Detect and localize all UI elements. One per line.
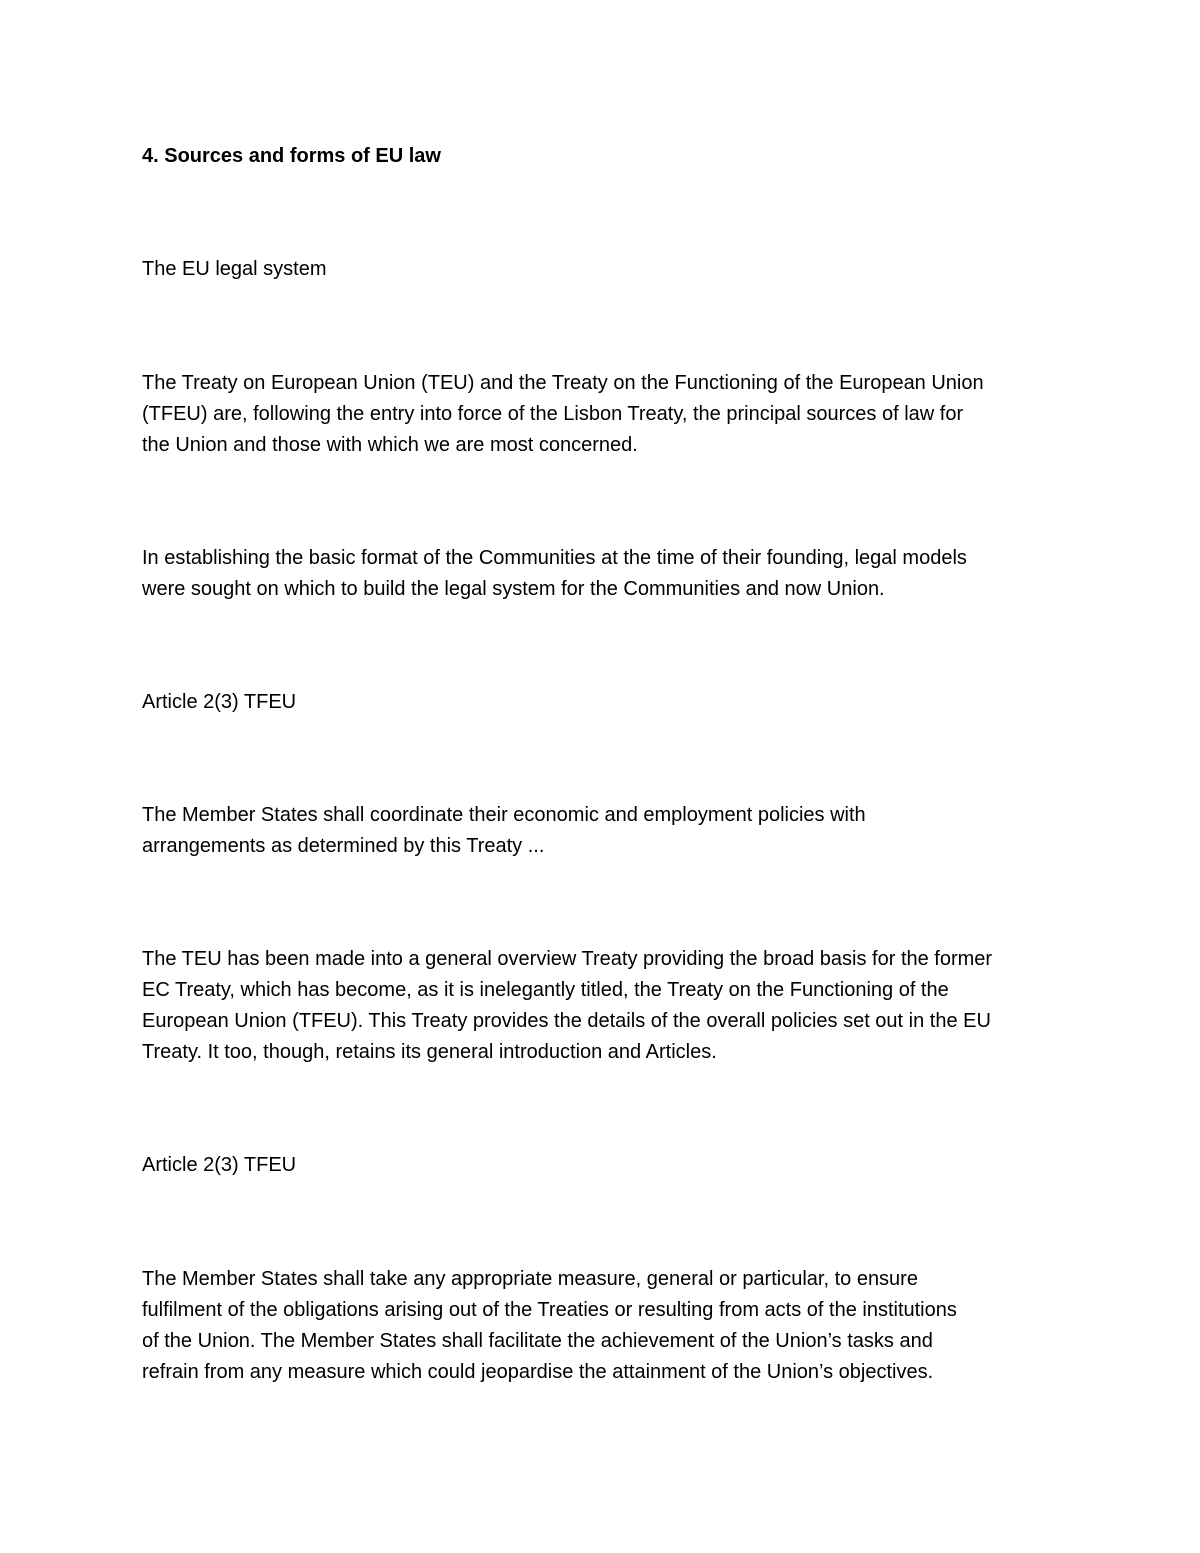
quote-line: arrangements as determined by this Treaty ... <box>142 835 545 857</box>
article-quote <box>142 800 1072 862</box>
paragraph-treaties <box>142 368 1072 461</box>
article-reference <box>142 1150 1072 1181</box>
paragraph-line: Treaty. It too, though, retains its general introduction and Articles. <box>142 1041 717 1063</box>
quote-line: The Member States shall coordinate their economic and employment policies with <box>142 804 866 826</box>
paragraph-line: The TEU has been made into a general overview Treaty providing the broad basis for the former <box>142 948 993 970</box>
paragraph-line: the Union and those with which we are most concerned. <box>142 434 638 456</box>
paragraph-legal-models <box>142 543 1072 605</box>
quote-line: The Member States shall take any appropriate measure, general or particular, to ensure <box>142 1268 918 1290</box>
quote-line: fulfilment of the obligations arising out of the Treaties or resulting from acts of the institutions <box>142 1299 957 1321</box>
paragraph-line: The Treaty on European Union (TEU) and the Treaty on the Functioning of the European Union <box>142 372 984 394</box>
article-reference-text: Article 2(3) TFEU <box>142 1154 297 1176</box>
heading-text: 4. Sources and forms of EU law <box>142 145 441 167</box>
article-quote <box>142 1264 1072 1388</box>
paragraph-line: (TFEU) are, following the entry into force of the Lisbon Treaty, the principal sources of law for <box>142 403 964 425</box>
paragraph-teu-overview <box>142 944 1072 1068</box>
paragraph-line: European Union (TFEU). This Treaty provides the details of the overall policies set out in the EU <box>142 1010 991 1032</box>
paragraph-line: EC Treaty, which has become, as it is inelegantly titled, the Treaty on the Functioning of the <box>142 979 949 1001</box>
subheading <box>142 254 1072 285</box>
paragraph-line: In establishing the basic format of the Communities at the time of their founding, legal models <box>142 547 967 569</box>
quote-line: refrain from any measure which could jeopardise the attainment of the Union’s objectives. <box>142 1361 934 1383</box>
section-heading <box>142 141 1072 172</box>
quote-line: of the Union. The Member States shall facilitate the achievement of the Union’s tasks and <box>142 1330 933 1352</box>
paragraph-line: were sought on which to build the legal system for the Communities and now Union. <box>142 578 885 600</box>
article-reference <box>142 687 1072 718</box>
article-reference-text: Article 2(3) TFEU <box>142 691 297 713</box>
subheading-text: The EU legal system <box>142 258 327 280</box>
